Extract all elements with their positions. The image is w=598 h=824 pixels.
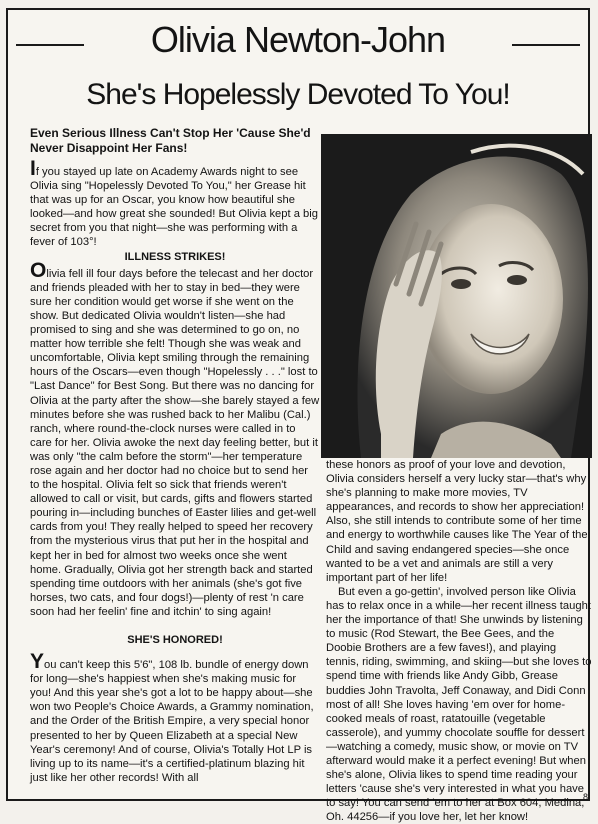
section-heading-illness: ILLNESS STRIKES! bbox=[124, 250, 226, 263]
smiling-woman-photo-icon bbox=[321, 134, 592, 458]
honored-paragraph bbox=[30, 650, 320, 785]
right-paragraph-1: these honors as proof of your love and devotion, Olivia considers herself a very lucky star—that's why she's planning to make more movies, TV appearances, and records to show her appreciation! Also, she still intends to contribute some of her time and energy to worthwhile causes like The Year of the Child and saving endangered species—she once wanted to be a vet and animals are still a very important part of her life! bbox=[326, 459, 588, 584]
illness-dropcap: O bbox=[30, 258, 47, 282]
article-title-text: Olivia Newton-John bbox=[150, 19, 446, 60]
magazine-page bbox=[6, 8, 592, 824]
section-heading-honored: SHE'S HONORED! bbox=[127, 634, 223, 646]
honored-text: ou can't keep this 5'6", 108 lb. bundle of energy down for long—she's happiest when she's making music for you! And this year she's got a lot to be happy about—she won two People's Choice Awards, a Grammy nomination, and the Order of the British Empire, a very special honor presented to her by Queen Elizabeth at a special New Year's ceremony! And of course, Olivia's Totally Hot LP is living up to its name—it's a certified-platinum blazing hit just like her other records! With all bbox=[30, 659, 314, 784]
right-column bbox=[326, 458, 592, 824]
article-lede: Even Serious Illness Can't Stop Her 'Cause She'd Never Disappoint Her Fans! bbox=[30, 126, 311, 155]
page-number: 8 bbox=[582, 792, 588, 802]
intro-paragraph bbox=[30, 157, 320, 250]
illness-text: livia fell ill four days before the telecast and her doctor and friends pleaded with her to stay in bed—they were sure her condition would get worse if she went on the show. But dedicated Olivia wouldn't listen—she had promised to sing and she was determined to go on, no matter how terrible she felt! Though she was weak and uncomfortable, Olivia kept smiling through the remaining hours of the Oscars—even though "Hopelessly . . ." lost to "Last Dance" for Best Song. But there was no dancing for Olivia at the party after the show—she barely stayed a few minutes before she was rushed back to her Malibu (Cal.) ranch, where round-the-clock nurses were called in to care for her. Olivia awoke the next day feeling better, but it was only "the calm before the storm"—her temperature rose again and her doctor had no choice but to send her to the hospital. Olivia felt so sick that friends weren't allowed to call or visit, but cards, gifts and flowers started pouring in—including bunches of Easter lilies and get-well cards from you! They really helped to speed her recovery from the mysterious virus that put her in the hospital and kept her in bed for almost two weeks once she went home. Gradually, Olivia got her strength back and started spending time outdoors with her animals (she's got five horses, two cats, and four dogs!)—plenty of rest 'n care soon had her feelin' fine and itchin' to sing again! bbox=[30, 267, 320, 618]
right-paragraph-2: But even a go-gettin', involved person like Olivia has to relax once in a while—her recent illness taught her the importance of that! She unwinds by listening to music (Rod Stewart, the Bee Gees, and the Doobie Brothers are a few faves!), and playing tennis, riding, swimming, and skiing—but she loves to spend time with friends like Andy Gibb, Grease buddies John Travolta, Jeff Conaway, and Didi Conn most of all! She loves having 'em over for home-cooked meals of roast, ratatouille (vegetable casserole), and yummy chocolate souffle for dessert—watching a comedy, music show, or movie on TV afterward would make it a perfect evening! But when she's alone, Olivia likes to spend time reading your letters 'cause she's very interested in what you have to say! You can send 'em to her at Box 604, Medina, Oh. 44256—if you love her, let her know! bbox=[326, 585, 592, 824]
intro-dropcap: I bbox=[30, 157, 36, 180]
left-column bbox=[30, 126, 320, 785]
title-rule-right bbox=[512, 44, 580, 46]
portrait-illustration bbox=[321, 134, 592, 458]
article-subtitle: She's Hopelessly Devoted To You! bbox=[86, 78, 510, 111]
honored-dropcap: Y bbox=[30, 650, 45, 674]
intro-text: f you stayed up late on Academy Awards night to see Olivia sing "Hopelessly Devoted To You," her Grease hit that was up for an Oscar, you know how beautiful she looked—and how great she sounded! But Olivia kept a big secret from you that night—she was performing with a fever of 103°! bbox=[30, 166, 318, 249]
illness-paragraph bbox=[30, 258, 320, 619]
title-rule-left bbox=[16, 44, 84, 46]
article-title bbox=[8, 20, 588, 60]
